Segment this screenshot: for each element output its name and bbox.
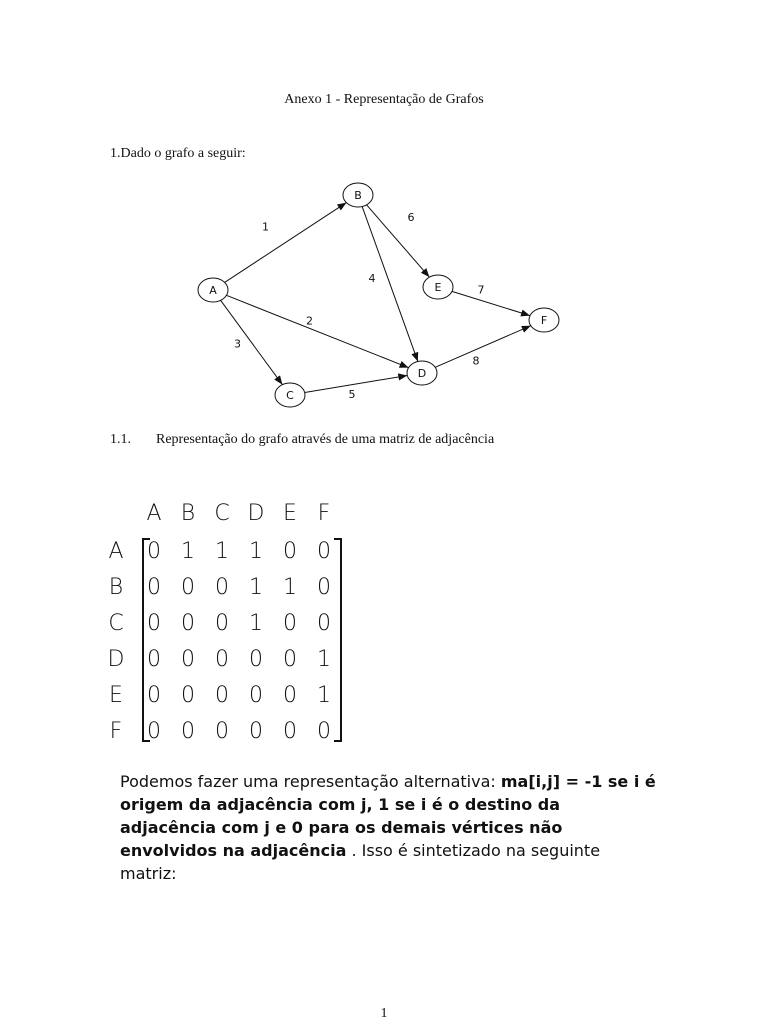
matrix-cell: 0 <box>215 647 229 672</box>
matrix-cell: 0 <box>317 575 331 600</box>
paragraph-bold-definition: ma[i,j] = -1 se i é origem da adjacência com j, 1 se i é o destino da adjacência com j e 0 para os demais vértices não envolvidos na adjacência <box>120 772 656 860</box>
node-label-C: C <box>286 389 294 402</box>
matrix-cell: 0 <box>147 647 161 672</box>
matrix-cell: 1 <box>317 683 331 708</box>
edge-weight-B-D: 4 <box>368 272 376 285</box>
section-number: 1.1. <box>110 432 131 447</box>
matrix-cell: 0 <box>147 683 161 708</box>
directed-graph-diagram <box>190 176 580 416</box>
edge-A-B <box>225 203 347 283</box>
matrix-col-header: D <box>247 501 265 526</box>
matrix-cell: 0 <box>215 611 229 636</box>
node-F <box>529 308 559 332</box>
matrix-col-header: E <box>283 501 297 526</box>
edge-C-D <box>305 375 408 392</box>
page-title: Anexo 1 - Representação de Grafos <box>284 92 484 107</box>
matrix-cell: 0 <box>181 683 195 708</box>
explanation-paragraph <box>120 770 660 885</box>
matrix-col-header: B <box>180 501 196 526</box>
matrix-col-header: F <box>317 501 331 526</box>
adjacency-matrix <box>104 498 354 748</box>
node-E <box>423 275 453 299</box>
node-label-A: A <box>209 284 217 297</box>
matrix-cell: 0 <box>181 719 195 744</box>
matrix-cell: 0 <box>181 575 195 600</box>
edge-weight-A-B: 1 <box>262 220 269 234</box>
matrix-cell: 0 <box>317 719 331 744</box>
edge-A-D <box>226 295 408 367</box>
matrix-cell: 1 <box>249 575 263 600</box>
edge-weight-E-F: 7 <box>477 283 485 297</box>
matrix-row-label: A <box>108 539 124 564</box>
node-A <box>198 278 228 302</box>
matrix-cell: 1 <box>283 575 297 600</box>
matrix-col-header: C <box>214 501 230 526</box>
edge-weight-A-C: 3 <box>234 337 241 351</box>
edge-B-E <box>367 205 430 277</box>
node-C <box>275 383 305 407</box>
matrix-cell: 0 <box>249 647 263 672</box>
node-label-F: F <box>540 314 548 327</box>
matrix-cell: 0 <box>215 719 229 744</box>
matrix-cell: 0 <box>181 647 195 672</box>
matrix-cell: 0 <box>215 575 229 600</box>
matrix-left-bracket <box>142 538 150 742</box>
matrix-cell: 1 <box>249 539 263 564</box>
matrix-cell: 0 <box>249 719 263 744</box>
edge-weight-D-F: 8 <box>472 354 480 368</box>
matrix-row-label: C <box>108 611 124 636</box>
edge-D-F <box>435 326 531 368</box>
matrix-cell: 0 <box>283 647 297 672</box>
node-D <box>407 361 437 385</box>
section-heading: Representação do grafo através de uma matriz de adjacência <box>156 432 495 447</box>
matrix-cell: 0 <box>147 719 161 744</box>
matrix-cell: 1 <box>249 611 263 636</box>
edge-weight-C-D: 5 <box>348 388 356 401</box>
matrix-cell: 0 <box>181 611 195 636</box>
matrix-col-header: A <box>146 501 162 526</box>
edge-A-C <box>221 300 283 384</box>
matrix-row-label: B <box>108 575 124 600</box>
matrix-cell: 0 <box>215 683 229 708</box>
edge-weight-A-D: 2 <box>306 314 313 328</box>
matrix-cell: 0 <box>249 683 263 708</box>
matrix-cell: 0 <box>283 719 297 744</box>
paragraph-outro: . Isso é sintetizado na seguinte matriz: <box>120 841 601 883</box>
node-label-B: B <box>354 189 362 202</box>
matrix-row-label: E <box>109 683 123 708</box>
paragraph-intro: Podemos fazer uma representação alternativa: <box>120 772 501 791</box>
node-label-D: D <box>417 367 427 380</box>
matrix-right-bracket <box>334 538 342 742</box>
node-label-E: E <box>434 281 442 294</box>
matrix-cell: 0 <box>147 611 161 636</box>
matrix-cell: 0 <box>147 575 161 600</box>
matrix-cell: 0 <box>283 539 297 564</box>
matrix-row-label: D <box>107 647 125 672</box>
matrix-row-label: F <box>109 719 123 744</box>
matrix-cell: 0 <box>283 683 297 708</box>
page-number: 1 <box>380 1006 388 1021</box>
matrix-cell: 1 <box>215 539 229 564</box>
node-B <box>343 183 373 207</box>
matrix-cell: 0 <box>317 611 331 636</box>
question-text: 1.Dado o grafo a seguir: <box>110 146 246 161</box>
edge-weight-B-E: 6 <box>407 211 415 224</box>
matrix-cell: 0 <box>317 539 331 564</box>
matrix-cell: 0 <box>283 611 297 636</box>
matrix-cell: 1 <box>181 539 195 564</box>
matrix-cell: 1 <box>317 647 331 672</box>
matrix-cell: 0 <box>147 539 161 564</box>
edge-E-F <box>452 291 530 315</box>
